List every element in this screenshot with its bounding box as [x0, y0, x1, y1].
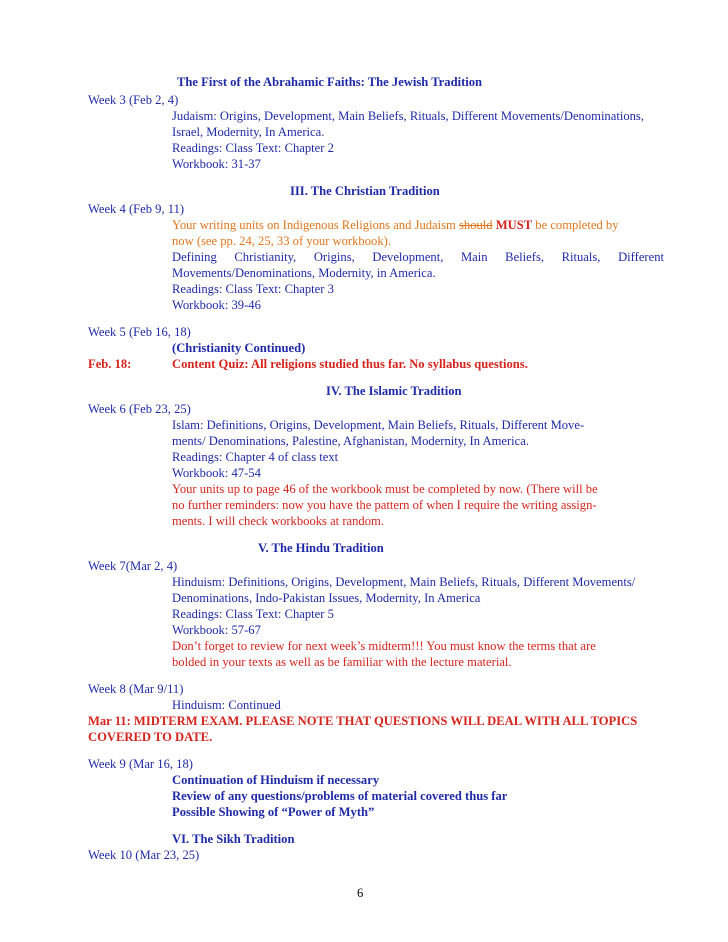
week6-label: Week 6 (Feb 23, 25)	[88, 402, 191, 416]
week4-word: Christianity,	[234, 250, 297, 264]
week4-word: Defining	[172, 250, 217, 264]
week3-workbook: Workbook: 31-37	[172, 157, 261, 171]
week5-label: Week 5 (Feb 16, 18)	[88, 325, 191, 339]
section-title-christian: III. The Christian Tradition	[290, 184, 440, 198]
week4-note-struck-word: should	[459, 218, 493, 232]
week6-topics-line1: Islam: Definitions, Origins, Development, Main Beliefs, Rituals, Different Move-	[172, 418, 585, 432]
week7-readings: Readings: Class Text: Chapter 5	[172, 607, 334, 621]
week7-note-line2: bolded in your texts as well as be familiar with the lecture material.	[172, 655, 512, 669]
week4-word: Beliefs,	[505, 250, 544, 264]
week6-note-line2: no further reminders: now you have the pattern of when I require the writing assign-	[172, 498, 597, 512]
quiz-text: Content Quiz: All religions studied thus far. No syllabus questions.	[172, 357, 528, 371]
week6-workbook: Workbook: 47-54	[172, 466, 261, 480]
week4-word: Rituals,	[561, 250, 601, 264]
week4-word: Main	[460, 250, 488, 264]
week6-readings: Readings: Chapter 4 of class text	[172, 450, 339, 464]
week7-note-line1: Don’t forget to review for next week’s midterm!!! You must know the terms that are	[172, 639, 596, 653]
week3-readings: Readings: Class Text: Chapter 2	[172, 141, 334, 155]
week7-topics-line1: Hinduism: Definitions, Origins, Development, Main Beliefs, Rituals, Different Movements/	[172, 575, 636, 589]
week3-label: Week 3 (Feb 2, 4)	[88, 93, 179, 107]
week4-topics-line1	[172, 250, 664, 265]
week4-word: Origins,	[313, 250, 355, 264]
week7-label: Week 7(Mar 2, 4)	[88, 559, 178, 573]
quiz-date: Feb. 18:	[88, 357, 132, 371]
section-title-sikh: VI. The Sikh Tradition	[172, 832, 295, 846]
week9-line2: Review of any questions/problems of material covered thus far	[172, 789, 508, 803]
week4-writing-note-line1	[172, 218, 619, 233]
week4-writing-note-line2: now (see pp. 24, 25, 33 of your workbook).	[172, 234, 391, 248]
midterm-notice-line2: COVERED TO DATE.	[88, 730, 213, 744]
week4-note-part2: be completed by	[535, 218, 619, 232]
week4-word: Development,	[372, 250, 444, 264]
section-title-hindu: V. The Hindu Tradition	[258, 541, 384, 555]
week6-topics-line2: ments/ Denominations, Palestine, Afghanistan, Modernity, In America.	[172, 434, 529, 448]
week8-continued: Hinduism: Continued	[172, 698, 281, 712]
week4-label: Week 4 (Feb 9, 11)	[88, 202, 185, 216]
week6-note-line3: ments. I will check workbooks at random.	[172, 514, 384, 528]
section-title-islamic: IV. The Islamic Tradition	[326, 384, 462, 398]
week4-word: Different	[618, 250, 664, 264]
week6-note-line1: Your units up to page 46 of the workbook must be completed by now. (There will be	[172, 482, 598, 496]
week4-note-must: MUST	[495, 218, 533, 232]
week3-topics-line2: Israel, Modernity, In America.	[172, 125, 325, 139]
week3-topics-line1: Judaism: Origins, Development, Main Beliefs, Rituals, Different Movements/Denominations,	[172, 109, 644, 123]
week4-topics-line2: Movements/Denominations, Modernity, in America.	[172, 266, 436, 280]
section-title-jewish: The First of the Abrahamic Faiths: The Jewish Tradition	[177, 75, 483, 89]
week9-label: Week 9 (Mar 16, 18)	[88, 757, 193, 771]
page-number: 6	[357, 886, 364, 900]
week4-readings: Readings: Class Text: Chapter 3	[172, 282, 334, 296]
week9-line3: Possible Showing of “Power of Myth”	[172, 805, 375, 819]
week7-topics-line2: Denominations, Indo-Pakistan Issues, Modernity, In America	[172, 591, 481, 605]
week5-continued: (Christianity Continued)	[172, 341, 306, 355]
midterm-notice-line1: Mar 11: MIDTERM EXAM. PLEASE NOTE THAT QUESTIONS WILL DEAL WITH ALL TOPICS	[88, 714, 638, 728]
week9-line1: Continuation of Hinduism if necessary	[172, 773, 380, 787]
week7-workbook: Workbook: 57-67	[172, 623, 261, 637]
week10-label: Week 10 (Mar 23, 25)	[88, 848, 200, 862]
week4-workbook: Workbook: 39-46	[172, 298, 261, 312]
week4-note-part1: Your writing units on Indigenous Religions and Judaism	[172, 218, 456, 232]
week8-label: Week 8 (Mar 9/11)	[88, 682, 184, 696]
